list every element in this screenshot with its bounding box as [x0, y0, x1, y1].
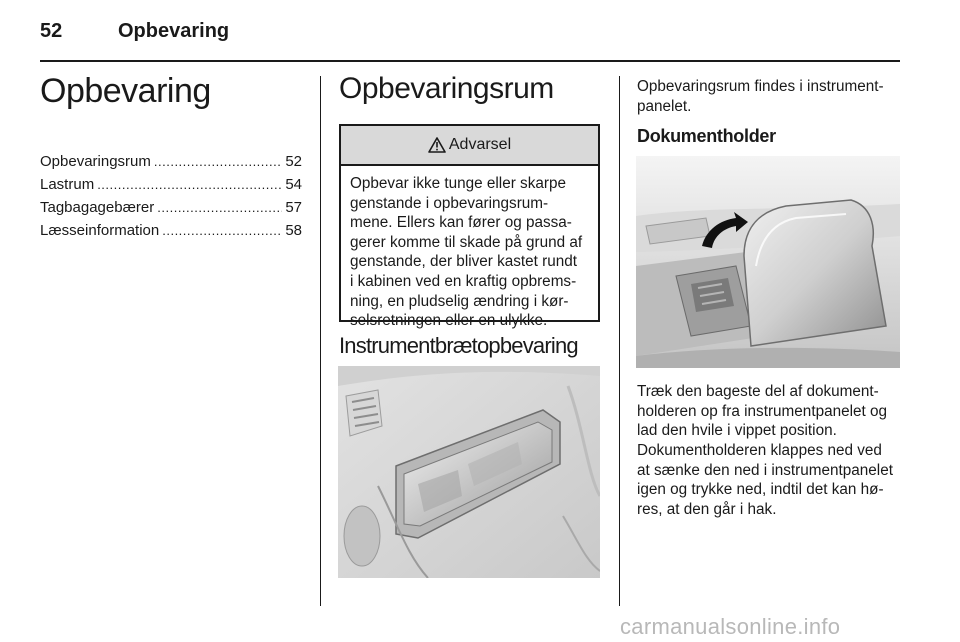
toc-leader-dots [162, 219, 282, 242]
header-divider [40, 60, 900, 62]
toc-entry-label: Tagbagagebærer [40, 199, 155, 216]
paragraph: Dokumentholderen klappes ned ved at sænke den ned i instrumentpanelet igen og trykke ned, indtil det kan hø- res, at den går i hak. [637, 442, 893, 518]
table-of-contents [40, 150, 302, 242]
glovebox-photo [338, 366, 600, 578]
paragraph: Træk den bageste del af dokument- holderen op fra instrumentpanelet og lad den hvile i vippet position. [637, 383, 888, 440]
toc-entry[interactable] [40, 173, 302, 196]
toc-entry-label: Opbevaringsrum [40, 153, 151, 170]
toc-entry-label: Læsseinformation [40, 222, 160, 239]
toc-entry-page: 57 [285, 199, 302, 216]
warning-title: Advarsel [448, 136, 512, 153]
subsection-title: Instrumentbrætopbevaring [339, 333, 578, 358]
document-holder-photo [636, 156, 900, 368]
intro-paragraph: Opbevaringsrum findes i instrument- panelet. [637, 78, 884, 115]
warning-text: Opbevar ikke tunge eller skarpe genstande i opbevaringsrum- mene. Ellers kan fører og passa- gerer komme til skade på grund af genstande, der bliver kastet rundt i kabinen ved en kraftig opbrems- ning, en pludselig ændring i kør- selsretningen eller en ulykke. [350, 175, 583, 330]
toc-entry[interactable] [40, 150, 302, 173]
column-divider [619, 76, 620, 606]
toc-entry[interactable] [40, 196, 302, 219]
toc-entry[interactable] [40, 219, 302, 242]
chapter-title: Opbevaring [40, 72, 211, 110]
toc-leader-dots [97, 173, 282, 196]
toc-entry-label: Lastrum [40, 176, 95, 193]
section-title: Opbevaringsrum [339, 72, 554, 105]
column-divider [320, 76, 321, 606]
toc-leader-dots [154, 150, 282, 173]
toc-leader-dots [157, 196, 282, 219]
warning-triangle-icon [428, 137, 446, 153]
watermark: carmanualsonline.info [620, 614, 841, 639]
toc-entry-page: 58 [285, 222, 302, 239]
subsection-title: Dokumentholder [637, 126, 776, 146]
toc-entry-page: 54 [285, 176, 302, 193]
warning-box [339, 124, 600, 330]
page-number: 52 [40, 20, 63, 42]
warning-header [341, 126, 598, 166]
running-header-title: Opbevaring [118, 20, 230, 42]
toc-entry-page: 52 [285, 153, 302, 170]
